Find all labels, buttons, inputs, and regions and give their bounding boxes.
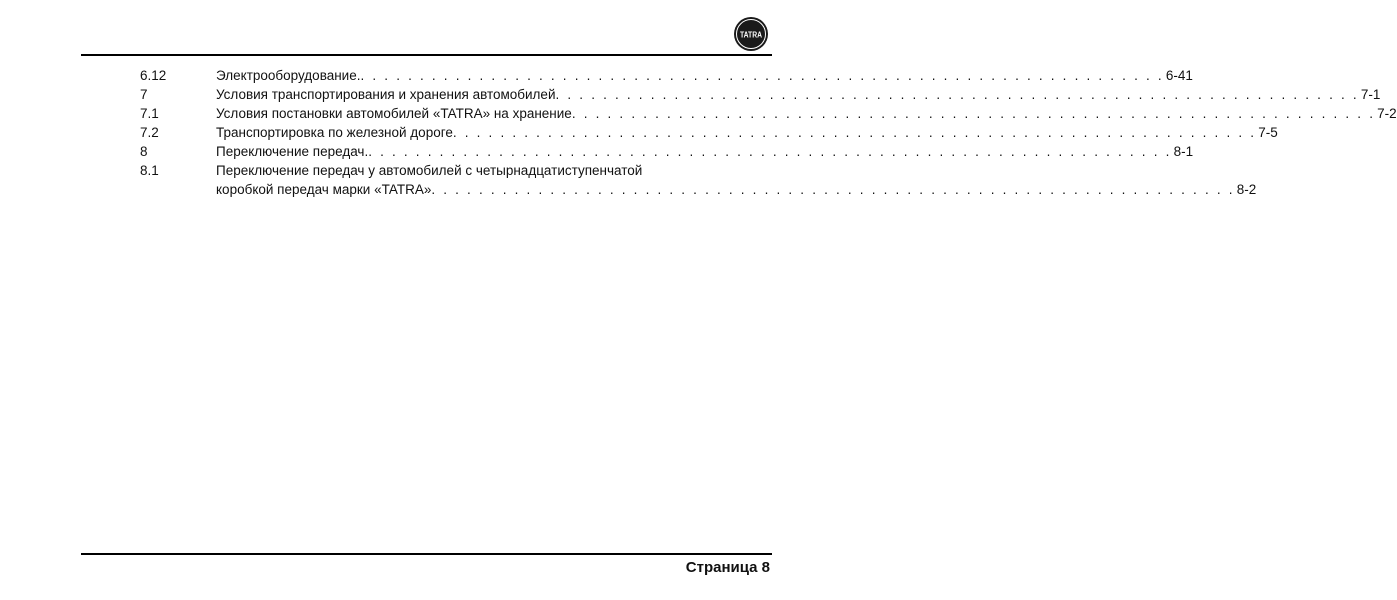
toc-entry-title: Электрооборудование. bbox=[216, 68, 361, 83]
toc-entry[interactable] bbox=[140, 161, 1257, 199]
toc-entry[interactable] bbox=[140, 123, 1278, 142]
table-of-contents bbox=[140, 66, 1397, 199]
dot-leader: . . . . . . . . . . . . . . . . . . . . . . . . . . . . . . . . . . . . . . . . . . . . . . . . . . . . . . . . . . . . . . . . . . . . bbox=[368, 144, 1172, 159]
toc-entry-page: 7-2 bbox=[1377, 106, 1397, 121]
toc-entry-title: Транспортировка по железной дороге bbox=[216, 125, 453, 140]
toc-entry-title: Переключение передач. bbox=[216, 144, 369, 159]
dot-leader: . . . . . . . . . . . . . . . . . . . . . . . . . . . . . . . . . . . . . . . . . . . . . . . . . . . . . . . . . . . . . . . . . . . . bbox=[555, 87, 1359, 102]
header-divider bbox=[81, 54, 772, 56]
footer-divider bbox=[81, 553, 772, 555]
toc-entry-number: 8 bbox=[140, 144, 148, 159]
toc-entry-number: 6.12 bbox=[140, 68, 167, 83]
dot-leader: . . . . . . . . . . . . . . . . . . . . . . . . . . . . . . . . . . . . . . . . . . . . . . . . . . . . . . . . . . . . . . . . . . . . bbox=[452, 125, 1257, 140]
toc-entry-page: 8-2 bbox=[1236, 182, 1257, 197]
dot-leader: . . . . . . . . . . . . . . . . . . . . . . . . . . . . . . . . . . . . . . . . . . . . . . . . . . . . . . . . . . . . . . . . . . . . bbox=[360, 68, 1164, 83]
toc-entry-text bbox=[216, 142, 1193, 161]
toc-entry-number: 7 bbox=[140, 87, 148, 102]
page-number: Страница 8 bbox=[685, 559, 770, 576]
dot-leader: . . . . . . . . . . . . . . . . . . . . . . . . . . . . . . . . . . . . . . . . . . . . . . . . . . . . . . . . . . . . . . . . . . . . bbox=[431, 182, 1235, 197]
toc-entry-text bbox=[216, 66, 1193, 85]
toc-entry-page: 7-5 bbox=[1258, 125, 1278, 140]
toc-entry-title: Условия постановки автомобилей «TATRA» на хранение bbox=[216, 106, 572, 121]
toc-entry-number: 7.1 bbox=[140, 106, 159, 121]
toc-entry-text bbox=[216, 85, 1380, 104]
toc-entry-title: Переключение передач у автомобилей с четырнадцатиступенчатой bbox=[216, 163, 643, 178]
toc-entry-number: 8.1 bbox=[140, 163, 159, 178]
toc-entry[interactable] bbox=[140, 66, 1193, 85]
toc-entry-title: коробкой передач марки «TATRA» bbox=[216, 182, 432, 197]
toc-entry[interactable] bbox=[140, 142, 1194, 161]
toc-entry-text bbox=[216, 161, 1256, 199]
dot-leader: . . . . . . . . . . . . . . . . . . . . . . . . . . . . . . . . . . . . . . . . . . . . . . . . . . . . . . . . . . . . . . . . . . . . bbox=[571, 106, 1376, 121]
toc-entry-text bbox=[216, 104, 1397, 123]
toc-entry[interactable] bbox=[140, 85, 1381, 104]
toc-entry-page: 8-1 bbox=[1173, 144, 1194, 159]
tatra-logo bbox=[733, 16, 769, 52]
svg-text:TATRA: TATRA bbox=[740, 30, 763, 40]
toc-entry-page: 7-1 bbox=[1360, 87, 1381, 102]
toc-entry-text bbox=[216, 123, 1278, 142]
toc-entry[interactable] bbox=[140, 104, 1397, 123]
toc-entry-page: 6-41 bbox=[1165, 68, 1193, 83]
toc-entry-title: Условия транспортирования и хранения автомобилей bbox=[216, 87, 556, 102]
toc-entry-number: 7.2 bbox=[140, 125, 159, 140]
